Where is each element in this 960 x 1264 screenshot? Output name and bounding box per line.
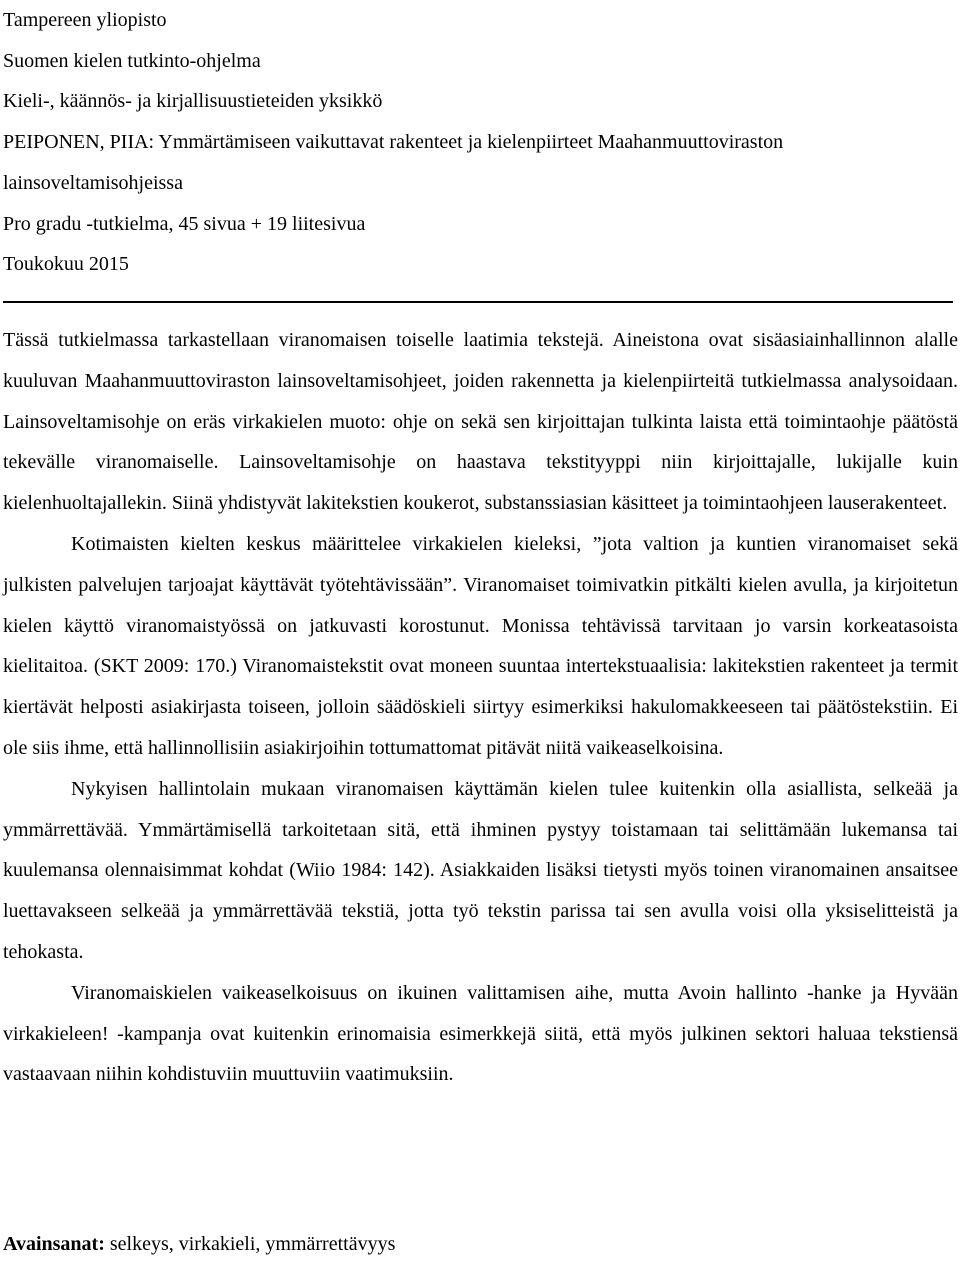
faculty-unit: Kieli-, käännös- ja kirjallisuustieteiden yksikkö [3,90,383,113]
abstract-paragraph-2: Kotimaisten kielten keskus määrittelee virkakielen kieleksi, ”jota valtion ja kuntien viranomaiset sekä julkisten palvelujen tarjoajat käyttävät työtehtävissään”. Viranomaiset toimivatkin pitkälti kielen avulla, ja kirjoitetun kielen käyttö viranomaistyössä on jatkuvasti korostunut. Monissa tehtävissä tarvitaan jo varsin korkeatasoista kielitaitoa. (SKT 2009: 170.) Viranomaistekstit ovat moneen suuntaa intertekstuaalisia: lakitekstien rakenteet ja termit kiertävät helposti asiakirjasta toiseen, jolloin säädöskieli siirtyy esimerkiksi hakulomakkeeseen tai päätöstekstiin. Ei ole siis ihme, että hallinnollisiin asiakirjoihin tottumattomat pitävät niitä vaikeaselkoisina. [3,532,958,759]
abstract-body [3,320,958,1095]
university-name: Tampereen yliopisto [3,9,167,31]
keywords-line [3,1224,958,1264]
abstract-paragraph-1: Tässä tutkielmassa tarkastellaan viranomaisen toiselle laatimia tekstejä. Aineistona ovat sisäasiainhallinnon alalle kuuluvan Maahanmuuttoviraston lainsoveltamisohjeet, joiden rakennetta ja kielenpiirteitä tutkielmassa analysoidaan. Lainsoveltamisohje on eräs virkakielen muoto: ohje on sekä sen kirjoittajan tulkinta laista että toimintaohje päätöstä tekevälle viranomaiselle. Lainsoveltamisohje on haastava tekstityyppi niin kirjoittajalle, lukijalle kuin kielenhuoltajallekin. Siinä yhdistyvät lakitekstien koukerot, substanssiasian käsitteet ja toimintaohjeen lauserakenteet. [3,329,958,515]
document-header [3,0,958,285]
author-and-title: PEIPONEN, PIIA: Ymmärtämiseen vaikuttavat rakenteet ja kielenpiirteet Maahanmuuttoviraston [3,131,784,154]
degree-programme: Suomen kielen tutkinto-ohjelma [3,49,261,72]
thesis-date: Toukokuu 2015 [3,253,129,276]
abstract-paragraph-4: Viranomaiskielen vaikeaselkoisuus on ikuinen valittamisen aihe, mutta Avoin hallinto -hanke ja Hyvään virkakieleen! -kampanja ovat kuitenkin erinomaisia esimerkkejä siitä, että myös julkinen sektori haluaa tekstiensä vastaavaan niihin kohdistuviin muuttuviin vaatimuksiin. [3,981,958,1086]
title-continuation: lainsoveltamisohjeissa [3,171,183,194]
thesis-info: Pro gradu -tutkielma, 45 sivua + 19 liitesivua [3,212,366,235]
keywords-label: Avainsanat: [3,1233,105,1255]
abstract-paragraph-3: Nykyisen hallintolain mukaan viranomaisen käyttämän kielen tulee kuitenkin olla asiallista, selkeää ja ymmärrettävää. Ymmärtämisellä tarkoitetaan sitä, että ihminen pystyy toistamaan tai selittämään lukemansa tai kuulemansa olennaisimmat kohdat (Wiio 1984: 142). Asiakkaiden lisäksi tietysti myös toinen viranomainen ansaitsee luettavakseen selkeää ja ymmärrettävää tekstiä, jotta työ tekstin parissa tai sen avulla voisi olla yksiselitteistä ja tehokasta. [3,777,958,963]
keywords-values: selkeys, virkakieli, ymmärrettävyys [109,1233,396,1255]
header-divider [3,301,953,303]
